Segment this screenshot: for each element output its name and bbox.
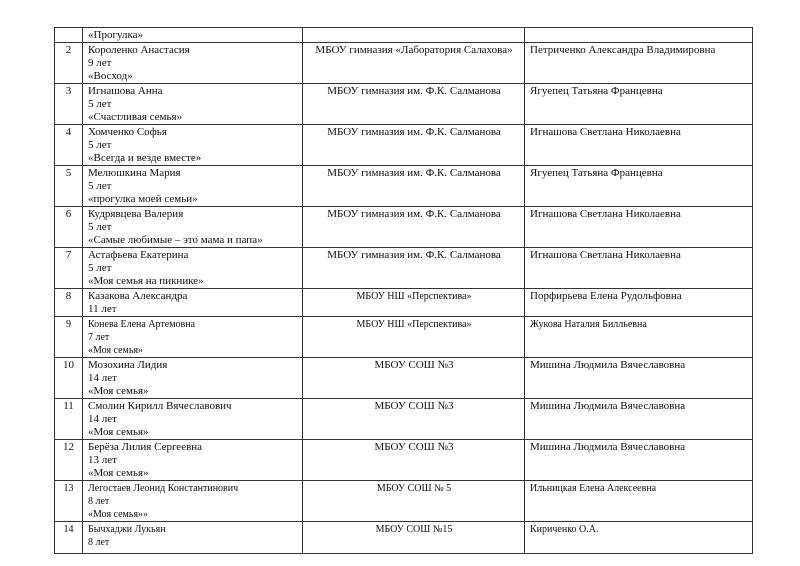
participant-age: 11 лет [88, 303, 117, 315]
teacher-name: Мишина Людмила Вячеславовна [530, 359, 686, 371]
participant-cell [83, 317, 303, 358]
teacher-cell [525, 440, 753, 481]
table-row [55, 358, 753, 399]
work-title: «Моя семья»» [88, 509, 149, 520]
school-cell [303, 399, 525, 440]
row-number-cell [55, 166, 83, 207]
participant-name: Смолин Кирилл Вячеславович [88, 400, 232, 412]
school-cell [303, 125, 525, 166]
teacher-cell [525, 481, 753, 522]
teacher-name: Петриченко Александра Владимировна [530, 44, 716, 56]
participant-cell [83, 43, 303, 84]
participant-name: Кудрявцева Валерия [88, 208, 184, 220]
row-number: 12 [63, 441, 74, 453]
teacher-name: Игнашова Светлана Николаевна [530, 126, 681, 138]
teacher-cell [525, 166, 753, 207]
school-cell [303, 522, 525, 554]
participant-age: 14 лет [88, 372, 117, 384]
participant-name: Игнашова Анна [88, 85, 163, 97]
participant-cell [83, 28, 303, 43]
work-title: «Всегда и везде вместе» [88, 152, 202, 164]
participant-cell [83, 358, 303, 399]
row-number-cell [55, 207, 83, 248]
teacher-cell [525, 207, 753, 248]
row-number-cell [55, 43, 83, 84]
participants-table [54, 27, 753, 554]
table-row [55, 43, 753, 84]
table-row [55, 399, 753, 440]
row-number-cell [55, 28, 83, 43]
teacher-cell [525, 84, 753, 125]
school-cell [303, 440, 525, 481]
work-title: «Прогулка» [88, 29, 144, 41]
participant-cell [83, 207, 303, 248]
teacher-cell [525, 399, 753, 440]
school-cell [303, 289, 525, 317]
school-name: МБОУ гимназия им. Ф.К. Салманова [327, 208, 501, 220]
participant-cell [83, 84, 303, 125]
row-number-cell [55, 84, 83, 125]
row-number-cell [55, 289, 83, 317]
row-number: 14 [63, 524, 74, 535]
school-cell [303, 317, 525, 358]
participant-age: 8 лет [88, 537, 110, 548]
participant-name: Мелюшкина Мария [88, 167, 181, 179]
school-name: МБОУ гимназия им. Ф.К. Салманова [327, 167, 501, 179]
participant-age: 5 лет [88, 139, 112, 151]
school-cell [303, 166, 525, 207]
table-row [55, 207, 753, 248]
row-number-cell [55, 481, 83, 522]
participant-age: 5 лет [88, 98, 112, 110]
participant-cell [83, 248, 303, 289]
teacher-name: Игнашова Светлана Николаевна [530, 208, 681, 220]
participant-age: 13 лет [88, 454, 117, 466]
teacher-name: Игнашова Светлана Николаевна [530, 249, 681, 261]
participant-cell [83, 481, 303, 522]
work-title: «Самые любимые – это мама и папа» [88, 234, 263, 246]
table-row [55, 522, 753, 554]
participant-cell [83, 125, 303, 166]
table-row [55, 317, 753, 358]
row-number: 11 [63, 400, 74, 412]
school-name: МБОУ гимназия им. Ф.К. Салманова [327, 85, 501, 97]
participant-age: 7 лет [88, 332, 110, 343]
teacher-name: Ягуепец Татьяна Францевна [530, 167, 663, 179]
teacher-cell [525, 358, 753, 399]
school-cell [303, 84, 525, 125]
teacher-name: Кириченко О.А. [530, 524, 599, 535]
participant-age: 5 лет [88, 262, 112, 274]
work-title: «Моя семья» [88, 385, 149, 397]
school-cell [303, 43, 525, 84]
table-row [55, 125, 753, 166]
participant-name: Короленко Анастасия [88, 44, 190, 56]
row-number: 13 [63, 483, 74, 494]
row-number: 2 [65, 44, 72, 56]
teacher-cell [525, 522, 753, 554]
work-title: «Моя семья на пикнике» [88, 275, 204, 287]
row-number-cell [55, 440, 83, 481]
work-title: «Счастливая семья» [88, 111, 183, 123]
teacher-cell [525, 248, 753, 289]
work-title: «Моя семья» [88, 467, 149, 479]
teacher-name: Ягуепец Татьяна Францевна [530, 85, 663, 97]
teacher-name: Порфирьева Елена Рудольфовна [530, 290, 682, 302]
row-number-cell [55, 317, 83, 358]
row-number: 9 [66, 319, 71, 330]
row-number-cell [55, 399, 83, 440]
school-name: МБОУ НШ «Перспектива» [356, 291, 472, 302]
table-row [55, 84, 753, 125]
teacher-cell [525, 43, 753, 84]
school-name: МБОУ НШ «Перспектива» [356, 319, 472, 330]
participant-age: 8 лет [88, 496, 110, 507]
participant-name: Легостаев Леонид Константинович [88, 483, 239, 494]
table-row [55, 440, 753, 481]
school-cell [303, 248, 525, 289]
work-title: «Моя семья» [88, 345, 144, 356]
teacher-name: Жукова Наталия Билльевна [530, 319, 647, 330]
teacher-name: Мишина Людмила Вячеславовна [530, 441, 686, 453]
row-number: 4 [65, 126, 72, 138]
table-row [55, 289, 753, 317]
school-cell [303, 207, 525, 248]
row-number: 7 [65, 249, 72, 261]
row-number: 6 [65, 208, 72, 220]
school-cell [303, 28, 525, 43]
participant-cell [83, 166, 303, 207]
row-number: 8 [65, 290, 72, 302]
participant-age: 9 лет [88, 57, 112, 69]
participant-age: 5 лет [88, 221, 112, 233]
teacher-name: Ильницкая Елена Алексеевна [530, 483, 657, 494]
row-number-cell [55, 248, 83, 289]
row-number: 10 [63, 359, 74, 371]
participant-cell [83, 289, 303, 317]
table-row [55, 166, 753, 207]
row-number-cell [55, 358, 83, 399]
table-row [55, 248, 753, 289]
participant-cell [83, 440, 303, 481]
work-title: «Восход» [88, 70, 133, 82]
participant-name: Казакова Александра [88, 290, 188, 302]
teacher-cell [525, 289, 753, 317]
school-name: МБОУ СОШ №3 [374, 359, 454, 371]
school-name: МБОУ гимназия им. Ф.К. Салманова [327, 126, 501, 138]
school-cell [303, 481, 525, 522]
school-name: МБОУ гимназия им. Ф.К. Салманова [327, 249, 501, 261]
participant-age: 5 лет [88, 180, 112, 192]
teacher-cell [525, 28, 753, 43]
row-number-cell [55, 125, 83, 166]
row-number: 5 [65, 167, 72, 179]
participant-name: Бычхаджи Лукьян [88, 524, 166, 535]
participant-name: Берёза Лилия Сергеевна [88, 441, 203, 453]
participant-name: Хомченко Софья [88, 126, 167, 138]
school-name: МБОУ гимназия «Лаборатория Салахова» [315, 44, 513, 56]
school-cell [303, 358, 525, 399]
teacher-cell [525, 125, 753, 166]
school-name: МБОУ СОШ №3 [374, 400, 454, 412]
table-row [55, 28, 753, 43]
participant-age: 14 лет [88, 413, 117, 425]
school-name: МБОУ СОШ № 5 [376, 483, 452, 494]
participant-name: Мозохина Лидия [88, 359, 168, 371]
teacher-name: Мишина Людмила Вячеславовна [530, 400, 686, 412]
work-title: «Моя семья» [88, 426, 149, 438]
participant-cell [83, 399, 303, 440]
teacher-cell [525, 317, 753, 358]
table-row [55, 481, 753, 522]
school-name: МБОУ СОШ №3 [374, 441, 454, 453]
participant-name: Астафьева Екатерина [88, 249, 189, 261]
work-title: «прогулка моей семьи» [88, 193, 198, 205]
school-name: МБОУ СОШ №15 [375, 524, 453, 535]
row-number-cell [55, 522, 83, 554]
participant-name: Конева Елена Артемовна [88, 319, 196, 330]
participant-cell [83, 522, 303, 554]
row-number: 3 [65, 85, 72, 97]
